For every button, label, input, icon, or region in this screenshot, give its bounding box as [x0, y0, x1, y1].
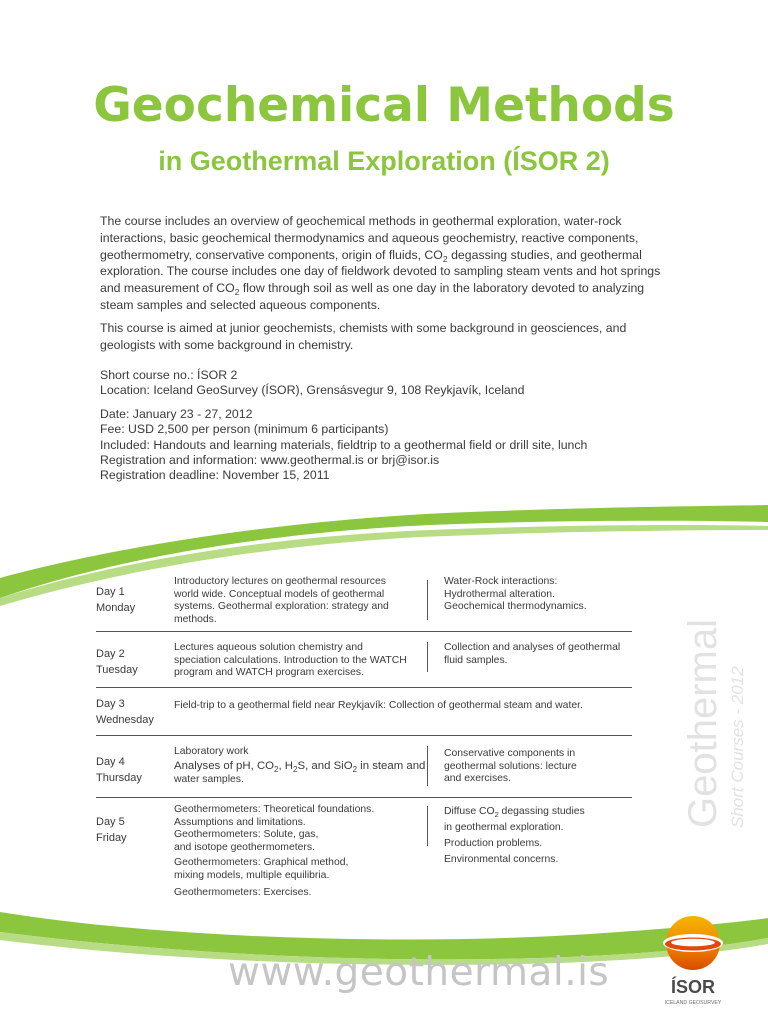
column-divider [427, 746, 428, 786]
schedule-row-day4 [96, 736, 632, 798]
schedule-row-day2 [96, 632, 632, 688]
day1-left-topics: Introductory lectures on geothermal resources world wide. Conceptual models of geothermal systems. Geothermal exploration: strategy and methods. [174, 576, 389, 625]
column-divider [427, 642, 428, 672]
day5-right-topics: Diffuse $CO_2$ degassing studies in geothermal exploration. Production problems. Environmental concerns. [444, 806, 585, 865]
course-description [100, 213, 668, 359]
website-url[interactable]: www.geothermal.is [228, 950, 610, 995]
column-divider [427, 580, 428, 620]
weekday-label: Wednesday [96, 714, 154, 726]
audience-paragraph: This course is aimed at junior geochemists, chemists with some background in geosciences, and geologists with some background in chemistry. [100, 320, 627, 352]
page-subtitle: in Geothermal Exploration (ÍSOR 2) [158, 146, 610, 176]
day-label: Day 1 [96, 586, 125, 598]
weekday-label: Thursday [96, 772, 142, 784]
course-registration: Registration and information: www.geothermal.is or brj@isor.is [100, 453, 440, 468]
course-included: Included: Handouts and learning materials, fieldtrip to a geothermal field or drill site, lunch [100, 437, 588, 452]
schedule-row-day5 [96, 798, 632, 902]
description-paragraph: The course includes an overview of geochemical methods in geothermal exploration, water-rock interactions, basic geochemical thermodynamics and aqueous geochemistry, reactive components, geothermometry, conservative components, origin of fluids, $CO_2$ degassing studies, and geothermal exploration. The course includes one day of fieldwork devoted to sampling steam vents and hot springs and measurement of $CO_2$ flow through soil as well as one day in the laboratory devoted to analyzing steam samples and selected aqueous components. [100, 214, 661, 312]
course-date: Date: January 23 - 27, 2012 [100, 406, 253, 421]
course-fee: Fee: USD 2,500 per person (minimum 6 participants) [100, 422, 389, 437]
weekday-label: Tuesday [96, 664, 138, 676]
sun-emblem-icon [663, 916, 723, 970]
schedule-row-day1 [96, 576, 632, 632]
schedule-row-day3 [96, 688, 632, 736]
day-label: Day 3 [96, 698, 125, 710]
isor-logo [655, 905, 735, 1015]
day2-right-topics: Collection and analyses of geothermal fluid samples. [444, 642, 621, 666]
weekday-label: Monday [96, 602, 136, 614]
day2-left-topics: Lectures aqueous solution chemistry and speciation calculations. Introduction to the WATCH program and WATCH program exercises. [174, 642, 407, 679]
day-label: Day 4 [96, 756, 125, 768]
day5-left-topics: Geothermometers: Theoretical foundations. Assumptions and limitations. Geothermometers: Solute, gas, and isotope geothermometers. Geothermometers: Graphical method, mixing models, multiple equilibria. Geothermometers: Exercises. [174, 804, 375, 898]
day-label: Day 2 [96, 648, 125, 660]
page-title: Geochemical Methods [93, 78, 675, 133]
day3-topics: Field-trip to a geothermal field near Reykjavík: Collection of geothermal steam and water. [174, 700, 583, 711]
logo-name: ÍSOR [670, 977, 716, 997]
side-vertical-title [680, 600, 750, 830]
day1-right-topics: Water-Rock interactions: Hydrothermal alteration. Geochemical thermodynamics. [444, 576, 587, 613]
day-label: Day 5 [96, 816, 125, 828]
course-facts [100, 368, 670, 484]
weekday-label: Friday [96, 832, 127, 844]
column-divider [427, 806, 428, 846]
side-subtitle: Short Courses - 2012 [728, 666, 747, 828]
course-location: Location: Iceland GeoSurvey (ÍSOR), Grensásvegur 9, 108 Reykjavík, Iceland [100, 383, 525, 398]
day4-left-topics: Laboratory work Analyses of pH, $CO_2$, $H_2S$, and SiO$_2$ in steam and water samples. [174, 746, 426, 785]
course-number: Short course no.: ÍSOR 2 [100, 368, 238, 382]
logo-tagline: ICELAND GEOSURVEY [664, 1000, 722, 1006]
side-title: Geothermal [681, 619, 725, 828]
course-deadline: Registration deadline: November 15, 2011 [100, 468, 330, 483]
day4-right-topics: Conservative components in geothermal solutions: lecture and exercises. [444, 748, 577, 785]
